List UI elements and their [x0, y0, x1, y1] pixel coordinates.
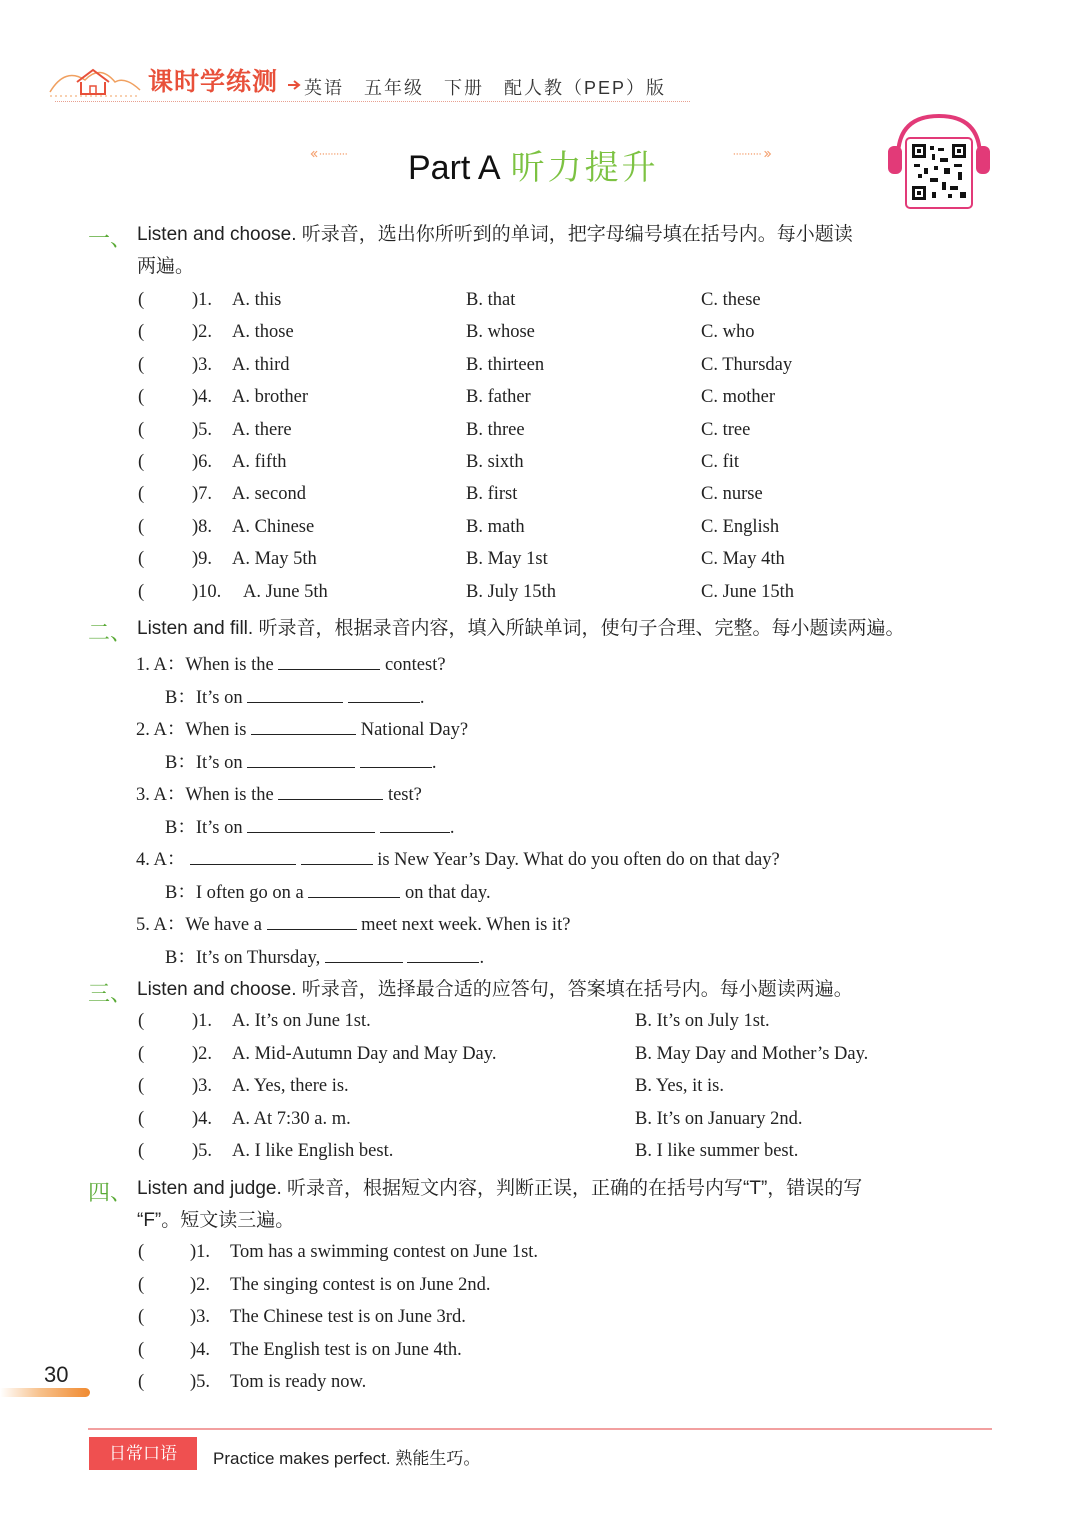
answer-paren[interactable]: ( — [138, 1339, 145, 1360]
s2-q3a: 3. A：When is the test? — [136, 780, 422, 806]
answer-paren[interactable]: ( — [138, 1108, 145, 1129]
answer-paren[interactable]: ( — [138, 322, 145, 343]
statement-text: The English test is on June 4th. — [230, 1339, 462, 1360]
option-c[interactable]: C. English — [701, 516, 780, 537]
answer-paren[interactable]: ( — [138, 1242, 145, 1262]
section4-instruction-line2: “F”。短文读三遍。 — [137, 1210, 295, 1231]
s2-q5a: 5. A：We have a meet next week. When is it? — [136, 910, 570, 936]
s2-q2a: 2. A：When is National Day? — [136, 715, 468, 741]
answer-blank[interactable] — [348, 684, 420, 703]
option-a[interactable]: A. second — [232, 484, 306, 505]
answer-paren[interactable]: ( — [138, 484, 145, 505]
item-number: )3. — [192, 1076, 213, 1097]
option-b[interactable]: B. May 1st — [466, 549, 548, 570]
section1-instruction-line1: Listen and choose. 听录音，选出你所听到的单词，把字母编号填在括号内。每小题读 — [137, 224, 853, 245]
item-number: )2. — [192, 1043, 213, 1064]
option-b[interactable]: B. It’s on January 2nd. — [635, 1108, 803, 1129]
option-c[interactable]: C. fit — [701, 452, 740, 472]
answer-blank[interactable] — [247, 749, 355, 768]
item-number: )4. — [192, 1108, 213, 1129]
answer-paren[interactable]: ( — [138, 452, 145, 472]
option-c[interactable]: C. May 4th — [701, 549, 785, 570]
option-b[interactable]: B. first — [466, 484, 518, 505]
item-number: )6. — [192, 452, 213, 472]
option-a[interactable]: A. this — [232, 290, 282, 310]
section1-number: 一、 — [88, 226, 133, 251]
section1-instruction-line2: 两遍。 — [137, 256, 195, 277]
answer-paren[interactable]: ( — [138, 1011, 145, 1031]
answer-paren[interactable]: ( — [138, 354, 145, 375]
option-c[interactable]: C. mother — [701, 387, 775, 408]
answer-paren[interactable]: ( — [138, 1307, 145, 1328]
s2-q2b: B：It’s on . — [165, 748, 436, 774]
page-number-bar — [0, 1388, 90, 1397]
book-subtitle: 英语 五年级 下册 配人教（PEP）版 — [304, 78, 667, 98]
option-b[interactable]: B. that — [466, 290, 516, 310]
option-a[interactable]: A. I like English best. — [232, 1141, 394, 1162]
answer-blank[interactable] — [251, 716, 356, 735]
part-label: Part A — [408, 149, 501, 187]
qr-code-headphones-icon[interactable] — [884, 112, 994, 212]
option-b[interactable]: B. Yes, it is. — [635, 1076, 724, 1097]
option-a[interactable]: A. brother — [232, 387, 309, 408]
item-number: )2. — [192, 322, 213, 343]
item-number: )3. — [192, 354, 213, 375]
item-number: )2. — [190, 1274, 211, 1295]
item-number: )4. — [192, 387, 213, 408]
s2-q1a: 1. A：When is the contest? — [136, 650, 446, 676]
statement-text: Tom is ready now. — [230, 1372, 367, 1393]
option-a[interactable]: A. those — [232, 322, 294, 343]
s2-q4b: B：I often go on a on that day. — [165, 878, 491, 904]
answer-paren[interactable]: ( — [138, 1372, 145, 1393]
option-b[interactable]: B. whose — [466, 322, 535, 343]
option-c[interactable]: C. June 15th — [701, 581, 795, 602]
answer-blank[interactable] — [247, 814, 375, 833]
footer-badge: 日常口语 — [89, 1437, 197, 1470]
answer-paren[interactable]: ( — [138, 290, 145, 310]
option-b[interactable]: B. father — [466, 387, 531, 408]
answer-blank[interactable] — [267, 911, 357, 930]
item-number: )7. — [192, 484, 213, 505]
option-a[interactable]: A. May 5th — [232, 549, 317, 570]
section4-instruction-line1: Listen and judge. 听录音，根据短文内容，判断正误，正确的在括号内写“T”，错误的写 — [137, 1178, 863, 1199]
part-title — [408, 140, 659, 189]
answer-paren[interactable]: ( — [138, 1076, 145, 1097]
answer-blank[interactable] — [278, 651, 380, 670]
answer-paren[interactable]: ( — [138, 1043, 145, 1064]
section4-instruction — [137, 1173, 997, 1237]
right-chevron-decoration — [685, 150, 820, 158]
option-a[interactable]: A. It’s on June 1st. — [232, 1011, 371, 1031]
answer-blank[interactable] — [380, 814, 450, 833]
answer-paren[interactable]: ( — [138, 419, 145, 440]
section2-instruction: Listen and fill. 听录音，根据录音内容，填入所缺单词，使句子合理、完整。每小题读两遍。 — [137, 618, 905, 639]
item-number: )5. — [192, 1141, 213, 1162]
arrow-icon — [286, 78, 302, 92]
answer-blank[interactable] — [308, 879, 400, 898]
s2-q4a: 4. A： is New Year’s Day. What do you often do on that day? — [136, 845, 780, 871]
answer-paren[interactable]: ( — [138, 516, 145, 537]
answer-blank[interactable] — [325, 944, 403, 963]
option-b[interactable]: B. sixth — [466, 452, 524, 472]
series-title: 课时学练测 — [148, 68, 279, 96]
option-b[interactable]: B. I like summer best. — [635, 1141, 799, 1162]
section4-number: 四、 — [88, 1180, 133, 1205]
section3-instruction: Listen and choose. 听录音，选择最合适的应答句，答案填在括号内。每小题读两遍。 — [137, 979, 853, 1000]
answer-blank[interactable] — [190, 846, 296, 865]
option-c[interactable]: C. Thursday — [701, 354, 793, 375]
item-number: )8. — [192, 516, 213, 537]
option-b[interactable]: B. May Day and Mother’s Day. — [635, 1043, 869, 1064]
answer-blank[interactable] — [278, 781, 383, 800]
item-number: )1. — [190, 1242, 211, 1262]
house-logo-icon — [45, 62, 145, 102]
option-c[interactable]: C. tree — [701, 419, 751, 440]
answer-blank[interactable] — [301, 846, 373, 865]
s2-q3b: B：It’s on . — [165, 813, 454, 839]
option-c[interactable]: C. nurse — [701, 484, 763, 505]
option-a[interactable]: A. there — [232, 419, 292, 440]
section3-number: 三、 — [88, 981, 133, 1006]
option-b[interactable]: B. math — [466, 516, 525, 537]
option-a[interactable]: A. Mid-Autumn Day and May Day. — [232, 1043, 497, 1064]
page-number: 30 — [44, 1362, 69, 1387]
footer-divider — [88, 1428, 992, 1430]
item-number: )10. — [192, 581, 222, 602]
answer-paren[interactable]: ( — [138, 387, 145, 408]
option-b[interactable]: B. thirteen — [466, 354, 545, 375]
option-b[interactable]: B. July 15th — [466, 581, 556, 602]
statement-text: Tom has a swimming contest on June 1st. — [230, 1242, 539, 1262]
left-chevron-decoration — [262, 150, 397, 158]
item-number: )1. — [192, 1011, 213, 1031]
option-a[interactable]: A. fifth — [232, 452, 287, 472]
option-c[interactable]: C. these — [701, 290, 761, 310]
statement-text: The singing contest is on June 2nd. — [230, 1274, 491, 1295]
answer-paren[interactable]: ( — [138, 1141, 145, 1162]
item-number: )1. — [192, 290, 213, 310]
item-number: )4. — [190, 1339, 211, 1360]
option-b[interactable]: B. three — [466, 419, 525, 440]
option-a[interactable]: A. Yes, there is. — [232, 1076, 349, 1097]
s2-q5b: B：It’s on Thursday, . — [165, 943, 484, 969]
option-a[interactable]: A. third — [232, 354, 290, 375]
item-number: )9. — [192, 549, 213, 570]
answer-paren[interactable]: ( — [138, 549, 145, 570]
answer-paren[interactable]: ( — [138, 581, 145, 602]
option-a[interactable]: A. At 7:30 a. m. — [232, 1108, 351, 1129]
option-b[interactable]: B. It’s on July 1st. — [635, 1011, 770, 1031]
answer-blank[interactable] — [247, 684, 343, 703]
answer-blank[interactable] — [407, 944, 479, 963]
section2-number: 二、 — [88, 620, 133, 645]
section1-instruction — [137, 219, 997, 283]
option-c[interactable]: C. who — [701, 322, 755, 343]
part-title-cn: 听力提升 — [510, 149, 659, 187]
s2-q1b: B：It’s on . — [165, 683, 424, 709]
statement-text: The Chinese test is on June 3rd. — [230, 1307, 466, 1328]
option-a[interactable]: A. June 5th — [243, 581, 328, 602]
footer-text: Practice makes perfect. 熟能生巧。 — [213, 1449, 481, 1468]
item-number: )3. — [190, 1307, 211, 1328]
item-number: )5. — [192, 419, 213, 440]
answer-blank[interactable] — [360, 749, 432, 768]
answer-paren[interactable]: ( — [138, 1274, 145, 1295]
header-divider — [55, 101, 690, 102]
item-number: )5. — [190, 1372, 211, 1393]
option-a[interactable]: A. Chinese — [232, 516, 315, 537]
